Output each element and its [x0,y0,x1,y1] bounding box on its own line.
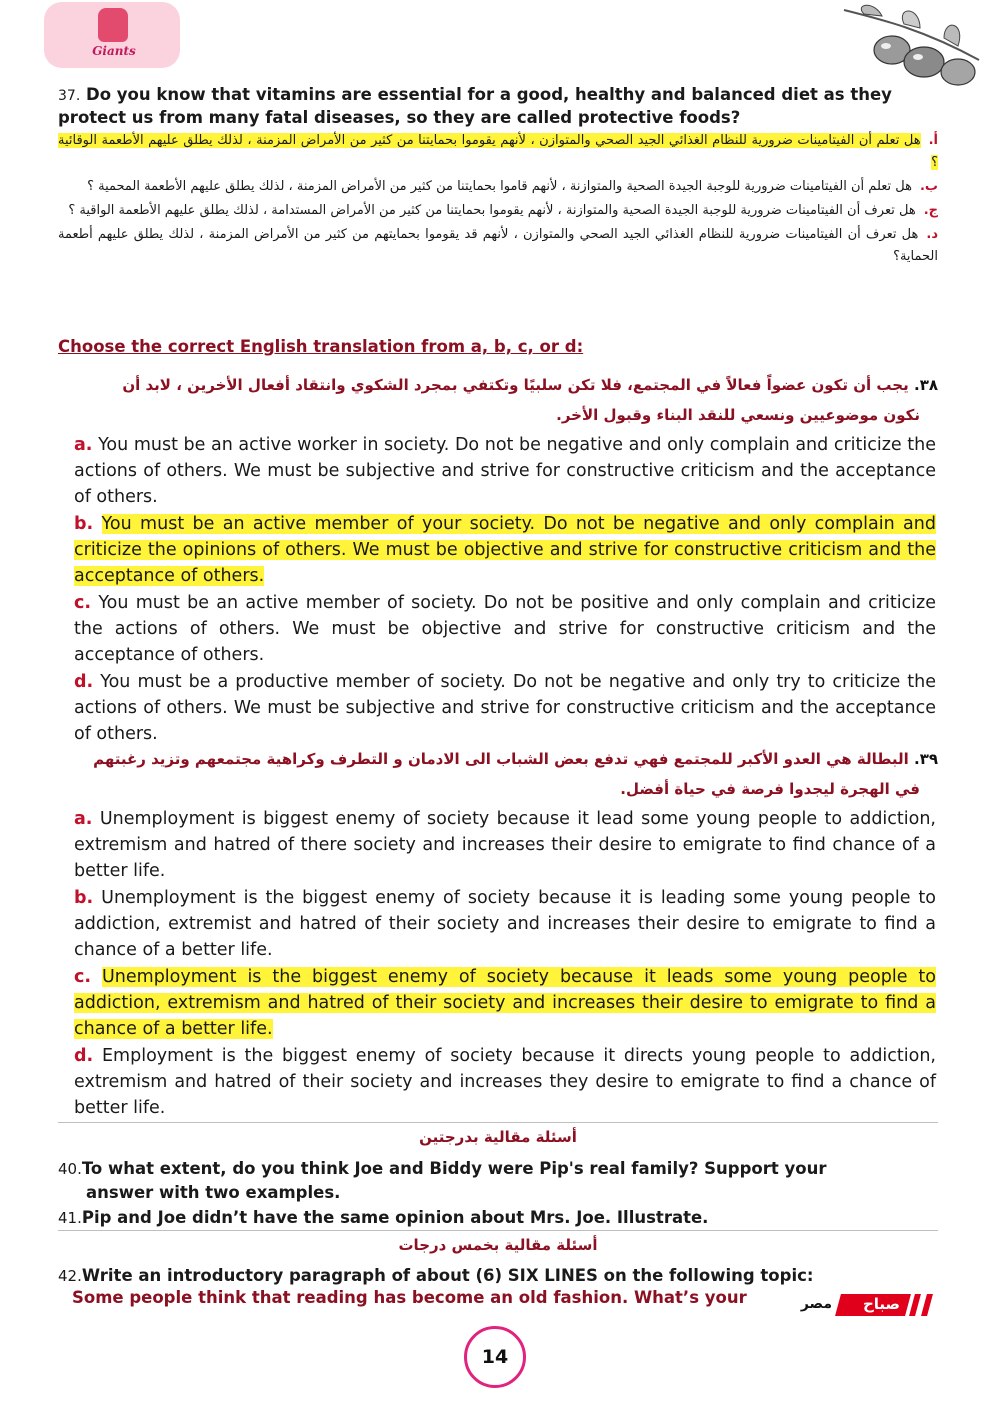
brand-logo [44,2,180,68]
q37-option-a: أ.هل تعلم أن الفيتامينات ضرورية للنظام الغذائي الجيد الصحي والمتوازن ، لأنهم يقوموا بحمايتنا من كثير من الأمراض المزمنة ، لذلك يطلق عليهم الأطعمة الوقائية ؟ [58,133,938,170]
q38-option-c: c. You must be an active member of society. Do not be positive and only complain and criticize the actions of others. We must be objective and strive for constructive criticism and the acceptance of others. [74,593,936,665]
q39-options [74,806,936,1122]
q37-number: 37. [58,88,81,104]
divider [58,1122,938,1123]
page-number: 14 [464,1326,526,1388]
q38-option-d: d. You must be a productive member of society. Do not be negative and only try to criticize the actions of others. We must be subjective and strive for constructive criticism and the acceptance of others. [74,672,936,744]
section-title-two-marks: أسئلة مقالية بدرجتين [419,1128,577,1146]
question-40: 40.To what extent, do you think Joe and Biddy were Pip's real family? Support your answer with two examples. [58,1159,827,1202]
section-title-five-marks: أسئلة مقالية بخمس درجات [398,1236,598,1254]
q37-text: Do you know that vitamins are essential for a good, healthy and balanced diet as they protect us from many fatal diseases, so they are called protective foods? [58,85,892,127]
watermark-word1: صباح [862,1295,900,1313]
question-41: 41.Pip and Joe didn’t have the same opinion about Mrs. Joe. Illustrate. [58,1208,709,1227]
q37-option-b: ب.هل تعلم أن الفيتامينات ضرورية للوجبة الجيدة الصحية والمتوازنة ، لأنهم قاموا بحمايتنا من كثير من الأمراض المزمنة ، لذلك يطلق عليهم الأطعمة المحمية ؟ [87,179,938,194]
instruction-heading: Choose the correct English translation from a, b, c, or d: [58,337,584,356]
essay-topic: Some people think that reading has become an old fashion. What’s your [72,1288,747,1307]
watermark-logo [792,1292,942,1318]
q38-stem: ٣٨. يجب أن تكون عضواً فعالاً في المجتمع، فلا تكن سلبيًا وتكتفي بمجرد الشكوي وانتقاد أفعال الأخرين ، لابد أن نكون موضوعيين ونسعي للنقد البناء وقبول الأخر. [122,376,938,424]
q38-option-a: a. You must be an active worker in society. Do not be negative and only complain and criticize the actions of others. We must be subjective and strive for constructive criticism and the acceptance of others. [74,435,936,507]
q39-option-a: a. Unemployment is biggest enemy of society because it lead some young people to addiction, extremism and hatred of there society and increases their desire to emigrate to find chance of a better life. [74,809,936,881]
q37-stem [58,84,938,128]
q37-option-c: ج.هل تعرف أن الفيتامينات ضرورية للوجبة الجيدة الصحية والمتوازنة ، لأنهم يقوموا بحمايتنا من كثير من الأمراض المستدامة ، لذلك يطلق عليهم الأطعمة الواقية ؟ [68,203,938,218]
watermark-bar [909,1294,921,1316]
fist-icon [98,8,128,42]
question-42: 42.Write an introductory paragraph of about (6) SIX LINES on the following topic: [58,1266,814,1285]
logo-text: Giants [92,44,136,58]
olive-branch-icon [834,0,984,90]
q39-option-b: b. Unemployment is the biggest enemy of society because it is leading some young people to addiction, extremist and hatred of their society and increases their desire to emigrate to find a chance of a better life. [74,888,936,960]
q39-option-c: c. Unemployment is the biggest enemy of society because it leads some young people to addiction, extremism and hatred of their society and increases their desire to emigrate to find a chance of a better life. [74,967,936,1039]
q39-option-d: d. Employment is the biggest enemy of society because it directs young people to addiction, extremism and hatred of their society and increases they desire to emigrate to find a chance of better life. [74,1046,936,1118]
question-37 [58,84,938,268]
q39-stem: ٣٩. البطالة هي العدو الأكبر للمجتمع فهي تدفع بعض الشباب الى الادمان و التطرف وكراهية مجتمعهم وتزيد رغبتهم في الهجرة ليجدوا فرصة في حياة أفضل. [93,750,938,798]
q38-option-b: b. You must be an active member of your society. Do not be negative and only complain and criticize the opinions of others. We must be objective and strive for constructive criticism and the acceptance of others. [74,514,936,586]
q37-option-d: د.هل تعرف أن الفيتامينات ضرورية للنظام الغذائي الجيد الصحي والمتوازن ، لأنهم قد يقوموا بحمايتهم من كثير من الأمراض المزمنة ، لذلك يطلق عليهم أطعمة الحماية؟ [58,227,938,264]
watermark-word2: مصر [800,1296,832,1312]
watermark-bar [921,1294,933,1316]
divider [58,1230,938,1231]
q38-options [74,432,936,748]
